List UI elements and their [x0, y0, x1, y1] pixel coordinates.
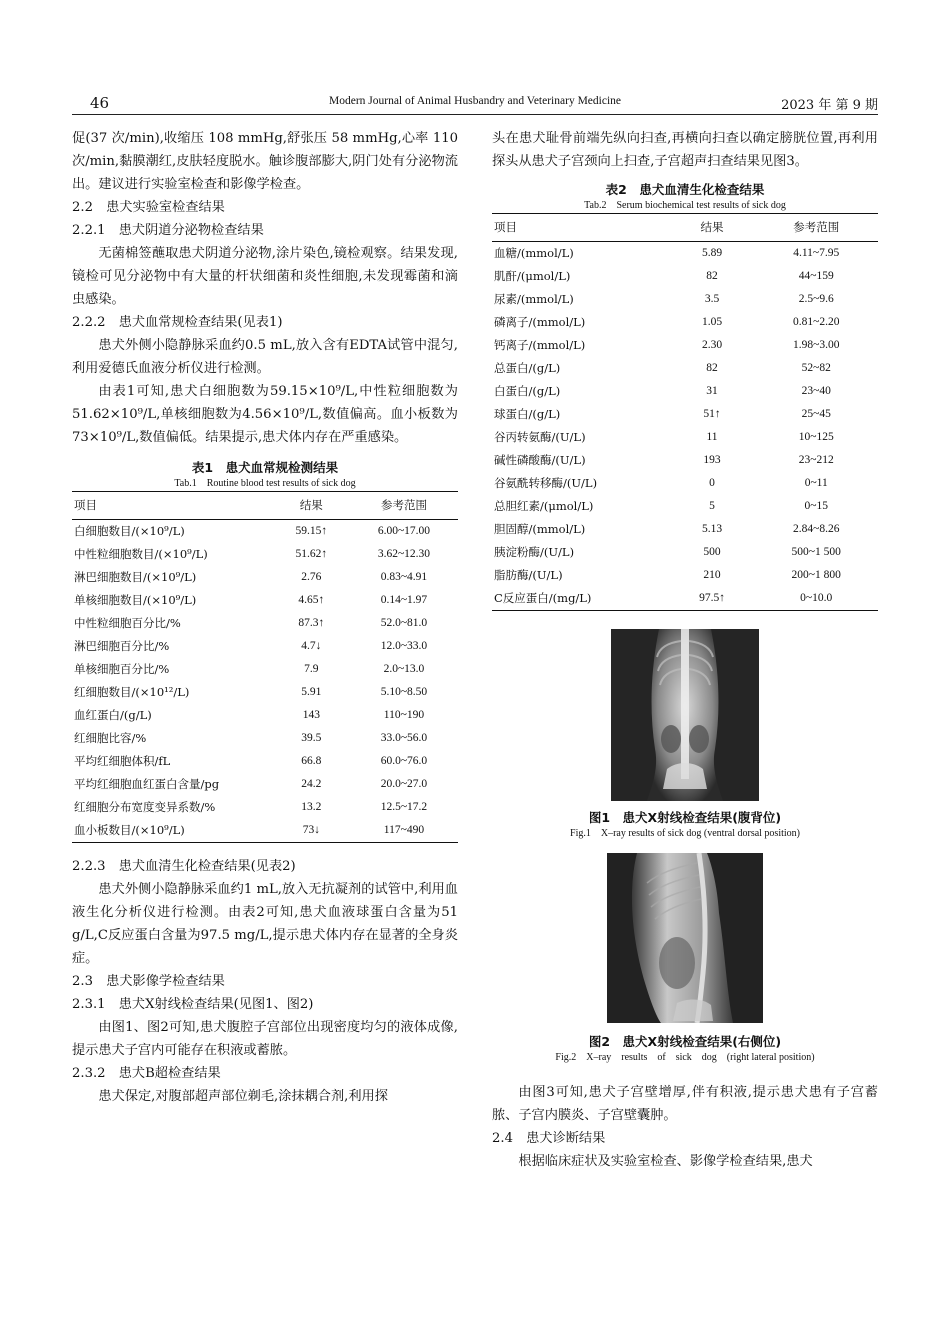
- table-cell-result: 4.65↑: [298, 594, 325, 606]
- table-cell-result: 66.8: [301, 755, 322, 767]
- xray-lateral-drawing: [607, 853, 763, 1023]
- table-cell-item: 总胆红素/(μmol/L): [494, 499, 594, 513]
- table-cell-result: 13.2: [301, 801, 322, 813]
- table-row: [492, 426, 878, 449]
- table-cell-item: C反应蛋白/(mg/L): [492, 587, 670, 611]
- blood-routine-table: [72, 491, 458, 843]
- paragraph: 头在患犬耻骨前端先纵向扫查,再横向扫查以确定膀胱位置,再利用探头从患犬子宫颈向上扫查,子宫超声扫查结果见图3。: [492, 131, 878, 169]
- table-cell-reference: 23~212: [798, 454, 834, 466]
- column-header: 结果: [273, 492, 350, 520]
- paragraph: 无菌棉签蘸取患犬阴道分泌物,涂片染色,镜检观察。结果发现,镜检可见分泌物中有大量的杆状细菌和炎性细胞,未发现霉菌和滴虫感染。: [72, 246, 458, 307]
- table-cell-reference: 3.62~12.30: [377, 548, 431, 560]
- table-cell-item: 淋巴细胞数目/(×10⁹/L): [74, 570, 197, 584]
- table-cell-reference: 4.11~7.95: [793, 247, 840, 259]
- table-cell-result: 193: [703, 454, 721, 466]
- subsection-heading: 2.2.1 患犬阴道分泌物检查结果: [72, 223, 264, 238]
- table-row: [72, 750, 458, 773]
- table-cell-item: 单核细胞数目/(×10⁹/L): [74, 593, 197, 607]
- table-cell-result: 97.5↑: [670, 587, 755, 611]
- table-row: [72, 520, 458, 544]
- table-cell-reference: 23~40: [801, 385, 831, 397]
- table-cell-result: 7.9: [304, 663, 319, 675]
- table-cell-result: 5.13: [701, 523, 723, 535]
- table-cell-reference: 0.83~4.91: [380, 571, 428, 583]
- issue-label: 2023 年 第 9 期: [781, 98, 878, 113]
- table-cell-reference: 5.10~8.50: [380, 686, 428, 698]
- column-header: 参考范围: [350, 492, 458, 520]
- table-cell-result: 59.15↑: [295, 525, 328, 537]
- table-cell-item: 淋巴细胞百分比/%: [74, 639, 170, 653]
- table-cell-item: 白细胞数目/(×10⁹/L): [74, 524, 185, 538]
- table-cell-reference: 1.98~3.00: [792, 339, 840, 351]
- table-row: [492, 541, 878, 564]
- table-row: [492, 242, 878, 266]
- table-cell-reference: 0.81~2.20: [792, 316, 840, 328]
- page-number: 46: [90, 94, 110, 112]
- table-cell-item: 中性粒细胞百分比/%: [74, 616, 181, 630]
- table-cell-reference: 44~159: [798, 270, 834, 282]
- table-row: [72, 681, 458, 704]
- table-title-en: Tab.2 Serum biochemical test results of sick dog: [584, 200, 786, 211]
- table-row: [72, 773, 458, 796]
- paragraph: 由表1可知,患犬白细胞数为59.15×10⁹/L,中性粒细胞数为51.62×10⁹/L,单核细胞数为4.56×10⁹/L,数值偏高。血小板数为73×10⁹/L,数值偏低。结果提示,患犬体内存在严重感染。: [72, 384, 458, 445]
- section-heading: 2.2 患犬实验室检查结果: [72, 200, 225, 215]
- table-cell-result: 39.5: [301, 732, 322, 744]
- table-row: [492, 288, 878, 311]
- paragraph: 根据临床症状及实验室检查、影像学检查结果,患犬: [518, 1154, 813, 1169]
- table-cell-result: 143: [302, 709, 320, 721]
- table-row: [492, 334, 878, 357]
- table-cell-result: 1.05: [701, 316, 723, 328]
- table-row: [72, 658, 458, 681]
- figure-1: [492, 629, 878, 841]
- table-cell-result: 73↓: [273, 819, 350, 843]
- table-cell-reference: 0~10.0: [754, 587, 878, 611]
- table-row: [492, 403, 878, 426]
- table-cell-reference: 52.0~81.0: [380, 617, 428, 629]
- table-cell-reference: 33.0~56.0: [380, 732, 428, 744]
- table-cell-result: 2.30: [701, 339, 723, 351]
- subsection-heading: 2.2.3 患犬血清生化检查结果(见表2): [72, 859, 296, 874]
- table-row: [492, 311, 878, 334]
- table-cell-reference: 12.0~33.0: [380, 640, 428, 652]
- table-cell-reference: 110~190: [383, 709, 425, 721]
- table-cell-item: 胆固醇/(mmol/L): [494, 522, 586, 536]
- running-header: [72, 88, 878, 115]
- xray-image-lateral: [607, 853, 763, 1023]
- table-title-zh: 表1 患犬血常规检测结果: [191, 460, 339, 475]
- table-cell-reference: 60.0~76.0: [380, 755, 428, 767]
- column-header: 项目: [72, 492, 273, 520]
- table-row: [492, 449, 878, 472]
- table-title-en: Tab.1 Routine blood test results of sick dog: [174, 478, 356, 489]
- figure-2: [492, 853, 878, 1065]
- table-cell-result: 0: [709, 477, 715, 489]
- figure-caption-en: Fig.2 X–ray results of sick dog (right lateral position): [555, 1052, 815, 1063]
- paragraph: 患犬保定,对腹部超声部位剃毛,涂抹耦合剂,利用探: [98, 1089, 388, 1104]
- table-cell-item: 胰淀粉酶/(U/L): [494, 545, 575, 559]
- table-row: [72, 819, 458, 843]
- subsection-heading: 2.3.2 患犬B超检查结果: [72, 1066, 221, 1081]
- table-cell-result: 31: [706, 385, 718, 397]
- table-title-zh: 表2 患犬血清生化检查结果: [605, 182, 765, 197]
- column-header: 结果: [670, 214, 755, 242]
- table-row: [492, 564, 878, 587]
- table-cell-reference: 200~1 800: [791, 569, 841, 581]
- table-cell-result: 210: [703, 569, 721, 581]
- table-cell-reference: 0~11: [804, 477, 828, 489]
- subsection-heading: 2.3.1 患犬X射线检查结果(见图1、图2): [72, 997, 314, 1012]
- table-cell-item: 红细胞比容/%: [74, 731, 147, 745]
- table-cell-item: 肌酐/(μmol/L): [494, 269, 571, 283]
- table-cell-reference: 52~82: [801, 362, 831, 374]
- table-cell-item: 谷氨酰转移酶/(U/L): [494, 476, 598, 490]
- figure-caption-en: Fig.1 X–ray results of sick dog (ventral dorsal position): [570, 828, 800, 839]
- table-cell-result: 5.91: [301, 686, 322, 698]
- table-row: [492, 265, 878, 288]
- right-column: [492, 127, 878, 1173]
- subsection-heading: 2.2.2 患犬血常规检查结果(见表1): [72, 315, 283, 330]
- table-cell-reference: 25~45: [801, 408, 831, 420]
- table-row: [72, 543, 458, 566]
- table-row: [72, 727, 458, 750]
- table-cell-item: 脂肪酶/(U/L): [494, 568, 563, 582]
- table-2: [492, 181, 878, 611]
- table-cell-item: 白蛋白/(g/L): [494, 384, 561, 398]
- table-row: [72, 566, 458, 589]
- table-row: [72, 635, 458, 658]
- table-row: [72, 796, 458, 819]
- table-row: [72, 612, 458, 635]
- table-cell-item: 平均红细胞体积/fL: [74, 754, 171, 768]
- table-cell-result: 82: [706, 362, 718, 374]
- table-cell-item: 磷离子/(mmol/L): [494, 315, 586, 329]
- figure-caption-zh: 图2 患犬X射线检查结果(右侧位): [588, 1034, 782, 1049]
- table-row: [492, 380, 878, 403]
- table-cell-result: 500: [703, 546, 721, 558]
- table-cell-reference: 0.14~1.97: [380, 594, 428, 606]
- table-cell-result: 5: [709, 500, 715, 512]
- table-cell-result: 87.3↑: [298, 617, 325, 629]
- table-row: [492, 587, 878, 611]
- table-cell-result: 4.7↓: [301, 640, 322, 652]
- table-cell-result: 3.5: [704, 293, 720, 305]
- table-cell-reference: 2.84~8.26: [792, 523, 840, 535]
- table-cell-result: 5.89: [701, 247, 723, 259]
- table-cell-item: 碱性磷酸酶/(U/L): [494, 453, 586, 467]
- table-cell-result: 82: [706, 270, 718, 282]
- xray-ventrodorsal-drawing: [611, 629, 759, 801]
- table-cell-item: 血红蛋白/(g/L): [74, 708, 152, 722]
- table-cell-result: 51↑: [703, 408, 721, 420]
- figure-caption-zh: 图1 患犬X射线检查结果(腹背位): [588, 810, 782, 825]
- paragraph: 由图3可知,患犬子宫壁增厚,伴有积液,提示患犬患有子宫蓄脓、子宫内膜炎、子宫壁囊肿。: [492, 1085, 878, 1123]
- table-cell-reference: 117~490: [350, 819, 458, 843]
- section-heading: 2.3 患犬影像学检查结果: [72, 974, 225, 989]
- paragraph: 患犬外侧小隐静脉采血约0.5 mL,放入含有EDTA试管中混匀,利用爱德氏血液分析仪进行检测。: [72, 338, 458, 376]
- table-cell-item: 平均红细胞血红蛋白含量/pg: [74, 777, 220, 791]
- table-cell-reference: 2.0~13.0: [383, 663, 425, 675]
- table-row: [72, 589, 458, 612]
- serum-biochem-table: [492, 213, 878, 611]
- table-cell-item: 血小板数目/(×10⁹/L): [72, 819, 273, 843]
- paragraph: 促(37 次/min),收缩压 108 mmHg,舒张压 58 mmHg,心率 110 次/min,黏膜潮红,皮肤轻度脱水。触诊腹部膨大,阴门处有分泌物流出。建议进行实验室检查和影像学检查。: [72, 131, 458, 192]
- paragraph: 患犬外侧小隐静脉采血约1 mL,放入无抗凝剂的试管中,利用血液生化分析仪进行检测。由表2可知,患犬血液球蛋白含量为51 g/L,C反应蛋白含量为97.5 mg/L,提示患犬体内存在显著的全身炎症。: [72, 882, 458, 966]
- table-cell-item: 谷丙转氨酶/(U/L): [494, 430, 586, 444]
- table-row: [492, 472, 878, 495]
- table-cell-result: 2.76: [301, 571, 322, 583]
- table-cell-item: 血糖/(mmol/L): [494, 246, 574, 260]
- table-row: [492, 357, 878, 380]
- table-cell-reference: 10~125: [798, 431, 834, 443]
- table-cell-result: 11: [706, 431, 718, 443]
- xray-image-ventrodorsal: [611, 629, 759, 801]
- table-cell-reference: 500~1 500: [791, 546, 841, 558]
- table-cell-reference: 2.5~9.6: [798, 293, 834, 305]
- table-cell-result: 24.2: [301, 778, 322, 790]
- table-cell-reference: 6.00~17.00: [377, 525, 431, 537]
- table-cell-reference: 20.0~27.0: [380, 778, 428, 790]
- table-cell-item: 红细胞分布宽度变异系数/%: [74, 800, 216, 814]
- table-cell-result: 51.62↑: [295, 548, 328, 560]
- column-header: 项目: [492, 214, 670, 242]
- table-1: [72, 459, 458, 843]
- table-cell-item: 球蛋白/(g/L): [494, 407, 561, 421]
- journal-title: Modern Journal of Animal Husbandry and Veterinary Medicine: [328, 95, 621, 107]
- table-cell-item: 单核细胞百分比/%: [74, 662, 170, 676]
- table-cell-reference: 12.5~17.2: [380, 801, 428, 813]
- table-cell-item: 红细胞数目/(×10¹²/L): [74, 685, 190, 699]
- table-cell-item: 总蛋白/(g/L): [494, 361, 561, 375]
- table-row: [492, 495, 878, 518]
- table-row: [72, 704, 458, 727]
- table-cell-reference: 0~15: [804, 500, 828, 512]
- table-row: [492, 518, 878, 541]
- table-cell-item: 中性粒细胞数目/(×10⁹/L): [74, 547, 208, 561]
- left-column: [72, 127, 458, 1108]
- paragraph: 由图1、图2可知,患犬腹腔子宫部位出现密度均匀的液体成像,提示患犬子宫内可能存在积液或蓄脓。: [72, 1020, 458, 1058]
- table-cell-item: 尿素/(mmol/L): [494, 292, 574, 306]
- table-cell-item: 钙离子/(mmol/L): [494, 338, 586, 352]
- section-heading: 2.4 患犬诊断结果: [492, 1131, 606, 1146]
- column-header: 参考范围: [754, 214, 878, 242]
